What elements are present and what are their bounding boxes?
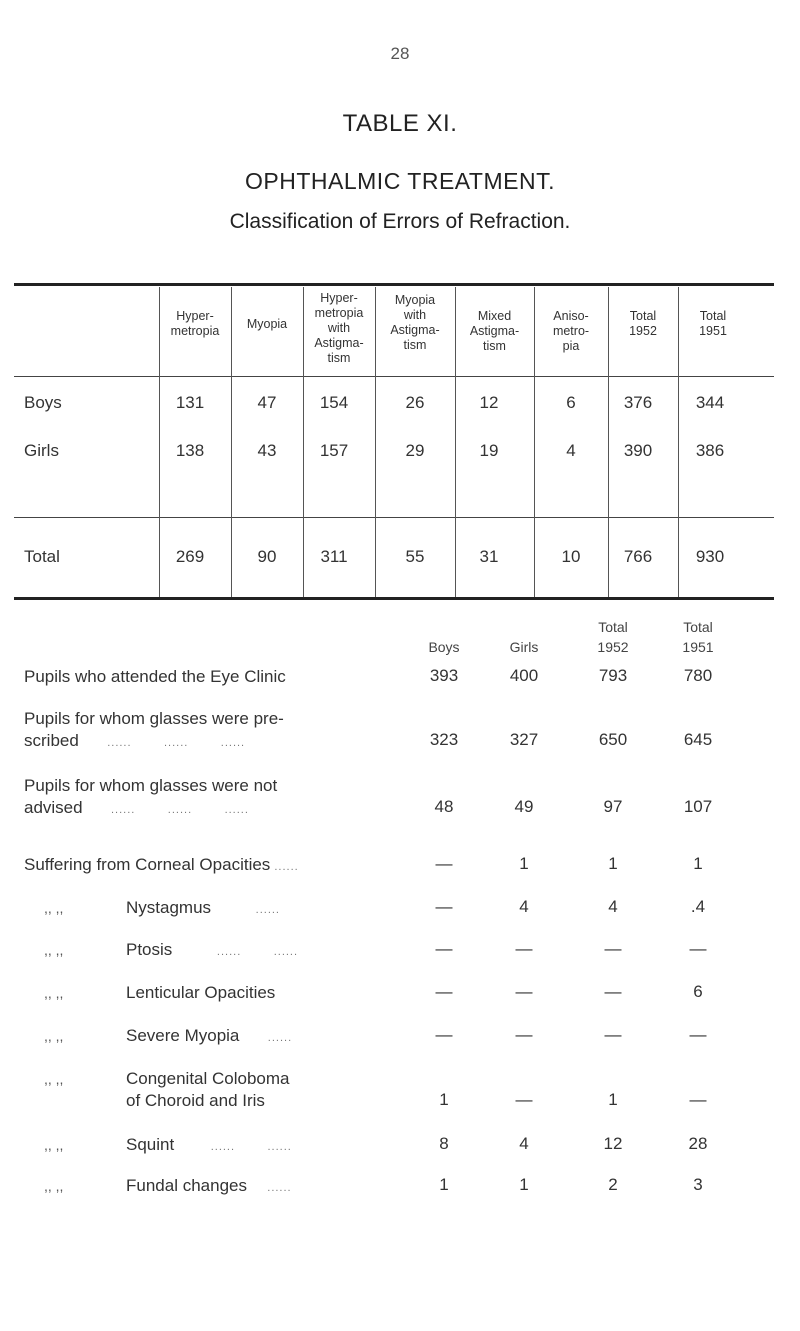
ditto-marks: ,, ,, xyxy=(44,942,64,958)
value-total-1952: 12 xyxy=(603,1134,623,1153)
value-total-1951: 780 xyxy=(683,666,713,685)
table-bottom-rule xyxy=(14,597,774,600)
header-total-1951: Total 1951 xyxy=(699,309,727,338)
table-cell: 43 xyxy=(257,441,277,460)
table-cell: 55 xyxy=(405,547,425,566)
value-boys: 48 xyxy=(434,797,454,816)
table-cell: 311 xyxy=(320,547,348,566)
value-girls: — xyxy=(515,1090,533,1109)
value-girls: 49 xyxy=(514,797,534,816)
row-label: Congenital Coloboma of Choroid and Iris xyxy=(126,1069,290,1110)
value-total-1951: 3 xyxy=(693,1175,703,1194)
row-label: Lenticular Opacities xyxy=(126,983,276,1002)
table-cell: 269 xyxy=(175,547,205,566)
ditto-marks: ,, ,, xyxy=(44,1137,64,1153)
row-label: Suffering from Corneal Opacities ...... xyxy=(24,855,299,874)
value-total-1951: — xyxy=(689,1025,707,1044)
row-label-girls: Girls xyxy=(24,441,59,460)
table-cell: 29 xyxy=(405,441,425,460)
table-cell: 930 xyxy=(695,547,725,566)
value-total-1952: 793 xyxy=(598,666,628,685)
value-total-1952: — xyxy=(604,939,622,958)
value-girls: — xyxy=(515,982,533,1001)
value-total-1951: 645 xyxy=(683,730,713,749)
value-boys: 323 xyxy=(429,730,459,749)
header-myopia: Myopia xyxy=(246,317,288,331)
table-cell: 10 xyxy=(561,547,581,566)
table-title: TABLE XI. xyxy=(342,110,458,137)
ditto-marks: ,, ,, xyxy=(44,985,64,1001)
table-cell: 47 xyxy=(257,393,277,412)
table-cell: 19 xyxy=(479,441,499,460)
value-total-1952: — xyxy=(604,1025,622,1044)
header-myopia-astigmatism: Myopia with Astigma- tism xyxy=(390,293,440,352)
value-total-1952: — xyxy=(604,982,622,1001)
table-cell: 376 xyxy=(623,393,653,412)
row-label-total: Total xyxy=(24,547,60,566)
table-subtitle: Classification of Errors of Refraction. xyxy=(229,210,571,233)
header-hypermetropia-astigmatism: Hyper- metropia with Astigma- tism xyxy=(314,291,364,365)
value-boys: — xyxy=(435,1025,453,1044)
table-cell: 12 xyxy=(479,393,499,412)
ditto-marks: ,, ,, xyxy=(44,1028,64,1044)
value-boys: 1 xyxy=(439,1175,449,1194)
value-boys: — xyxy=(435,854,453,873)
row-label: Squint ...... ...... xyxy=(126,1135,292,1154)
header-bottom-rule xyxy=(14,376,774,377)
row-label-boys: Boys xyxy=(24,393,62,412)
table-cell: 157 xyxy=(319,441,349,460)
value-total-1951: 28 xyxy=(688,1134,708,1153)
header-mixed-astigmatism: Mixed Astigma- tism xyxy=(469,309,520,353)
row-label: Pupils for whom glasses were pre- scribed ...... ...... ...... xyxy=(24,709,284,750)
value-boys: 8 xyxy=(439,1134,449,1153)
value-total-1952: 4 xyxy=(608,897,618,916)
column-header-total-1951: Total 1951 xyxy=(682,619,714,655)
value-total-1951: 107 xyxy=(683,797,713,816)
value-girls: 4 xyxy=(519,1134,529,1153)
page-number: 28 xyxy=(390,44,410,63)
value-girls: 1 xyxy=(519,854,529,873)
row-label: Pupils who attended the Eye Clinic xyxy=(24,667,286,686)
header-anisometropia: Aniso- metro- pia xyxy=(552,309,590,353)
column-header-girls: Girls xyxy=(509,639,539,655)
header-total-1952: Total 1952 xyxy=(629,309,657,338)
table-cell: 31 xyxy=(479,547,499,566)
value-boys: 1 xyxy=(439,1090,449,1109)
row-label: Ptosis ...... ...... xyxy=(126,940,299,959)
row-label: Nystagmus ...... xyxy=(126,898,280,917)
value-total-1951: 1 xyxy=(693,854,703,873)
value-total-1952: 1 xyxy=(608,854,618,873)
ditto-marks: ,, ,, xyxy=(44,1071,64,1087)
value-girls: 4 xyxy=(519,897,529,916)
value-boys: 393 xyxy=(429,666,459,685)
table-cell: 4 xyxy=(566,441,576,460)
value-total-1952: 650 xyxy=(598,730,628,749)
table-cell: 386 xyxy=(695,441,725,460)
column-header-total-1952: Total 1952 xyxy=(597,619,629,655)
value-total-1952: 97 xyxy=(603,797,623,816)
value-boys: — xyxy=(435,982,453,1001)
value-boys: — xyxy=(435,897,453,916)
table-cell: 6 xyxy=(566,393,576,412)
ditto-marks: ,, ,, xyxy=(44,1178,64,1194)
table-top-rule xyxy=(14,283,774,286)
column-header-boys: Boys xyxy=(428,639,460,655)
table-cell: 131 xyxy=(175,393,205,412)
table-cell: 344 xyxy=(695,393,725,412)
table-cell: 154 xyxy=(319,393,349,412)
header-hypermetropia: Hyper- metropia xyxy=(170,309,220,338)
value-total-1951: .4 xyxy=(690,897,706,916)
value-total-1951: 6 xyxy=(693,982,703,1001)
row-label: Fundal changes ...... xyxy=(126,1176,292,1195)
value-boys: — xyxy=(435,939,453,958)
value-total-1952: 2 xyxy=(608,1175,618,1194)
row-label: Severe Myopia ...... xyxy=(126,1026,293,1045)
table-cell: 26 xyxy=(405,393,425,412)
value-total-1952: 1 xyxy=(608,1090,618,1109)
table-cell: 138 xyxy=(175,441,205,460)
value-total-1951: — xyxy=(689,1090,707,1109)
value-total-1951: — xyxy=(689,939,707,958)
value-girls: 1 xyxy=(519,1175,529,1194)
refraction-table xyxy=(14,283,774,601)
value-girls: 327 xyxy=(509,730,539,749)
row-label: Pupils for whom glasses were not advised ...... ...... ...... xyxy=(24,776,278,817)
clinic-table xyxy=(0,610,800,1330)
table-cell: 390 xyxy=(623,441,653,460)
table-cell: 90 xyxy=(257,547,277,566)
total-top-rule xyxy=(14,517,774,518)
value-girls: — xyxy=(515,939,533,958)
value-girls: — xyxy=(515,1025,533,1044)
value-girls: 400 xyxy=(509,666,539,685)
ditto-marks: ,, ,, xyxy=(44,900,64,916)
section-title: OPHTHALMIC TREATMENT. xyxy=(245,168,555,194)
table-cell: 766 xyxy=(623,547,653,566)
